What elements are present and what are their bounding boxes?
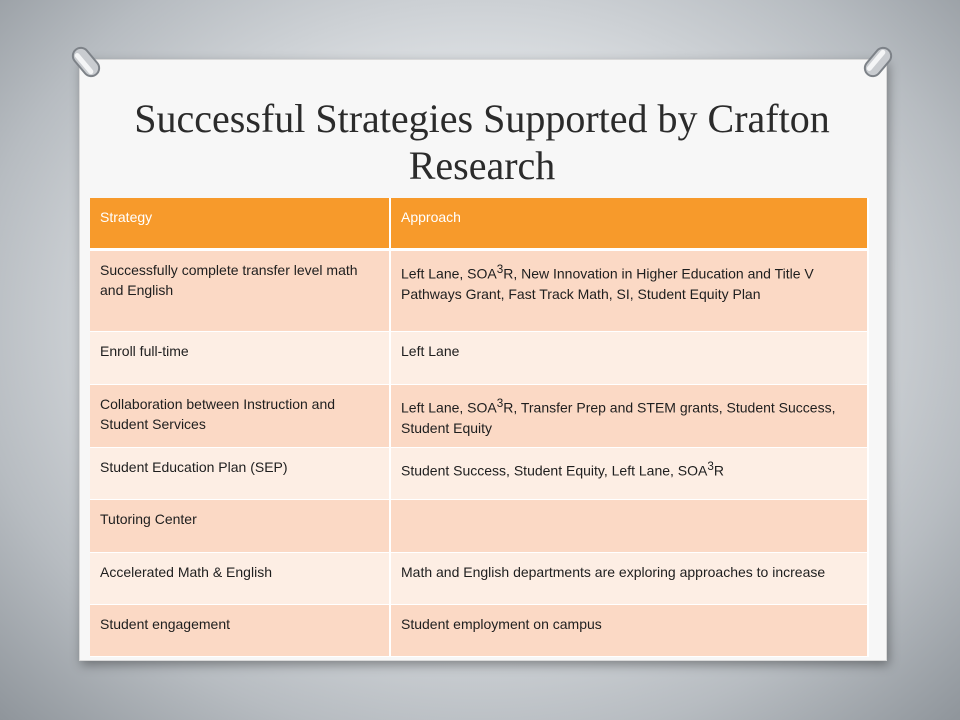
strategy-cell: Successfully complete transfer level math and English <box>90 250 390 332</box>
table-row <box>90 250 868 332</box>
table-row <box>90 552 868 604</box>
strategies-table <box>90 198 869 657</box>
table-header-row <box>90 198 868 250</box>
strategy-cell: Tutoring Center <box>90 499 390 552</box>
header-approach: Approach <box>390 198 868 250</box>
pin-left-icon <box>64 40 108 84</box>
strategy-cell: Accelerated Math & English <box>90 552 390 604</box>
approach-cell: Student Success, Student Equity, Left Lane, SOA$^3$R <box>390 447 868 499</box>
strategy-cell: Enroll full-time <box>90 332 390 385</box>
approach-cell: Math and English departments are exploring approaches to increase <box>390 552 868 604</box>
approach-cell <box>390 499 868 552</box>
header-strategy: Strategy <box>90 198 390 250</box>
table-row <box>90 385 868 448</box>
strategy-cell: Student Education Plan (SEP) <box>90 447 390 499</box>
strategy-cell: Student engagement <box>90 604 390 656</box>
approach-cell: Left Lane, SOA$^3$R, Transfer Prep and STEM grants, Student Success, Student Equity <box>390 385 868 448</box>
table-row <box>90 604 868 656</box>
table-row <box>90 499 868 552</box>
approach-cell: Left Lane <box>390 332 868 385</box>
approach-cell: Left Lane, SOA$^3$R, New Innovation in Higher Education and Title V Pathways Grant, Fast Track Math, SI, Student Equity Plan <box>390 250 868 332</box>
pin-right-icon <box>856 40 900 84</box>
table-row <box>90 332 868 385</box>
approach-cell: Student employment on campus <box>390 604 868 656</box>
table-row <box>90 447 868 499</box>
slide-title: Successful Strategies Supported by Crafton Research <box>134 96 830 188</box>
strategy-cell: Collaboration between Instruction and Student Services <box>90 385 390 448</box>
